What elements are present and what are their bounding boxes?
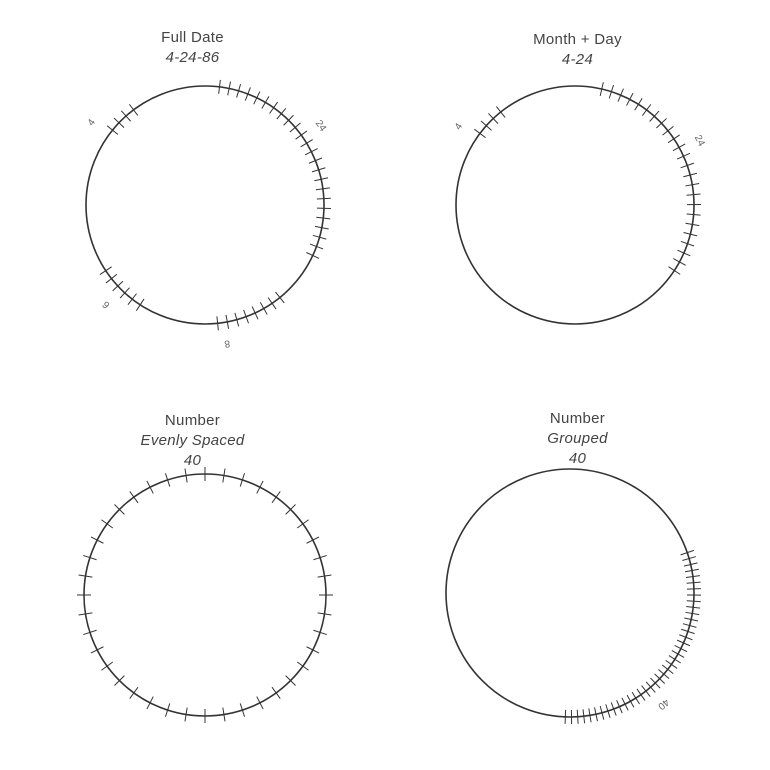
tick-mark [662,665,673,674]
tick-mark [101,662,112,670]
tick-mark [91,537,103,543]
month-day-circle-diagram [385,0,770,385]
tick-mark [673,259,685,266]
tick-mark [254,92,260,105]
panel-title: Number [164,412,221,429]
tick-mark [147,697,153,709]
tick-mark [296,131,307,139]
tick-mark [257,697,263,709]
tick-group-label: 6 [100,298,113,311]
tick-group-label: 4 [452,121,466,133]
panel-subtitle: Grouped [547,430,608,447]
tick-mark [136,299,144,311]
tick-mark [687,582,701,583]
tick-mark [260,302,267,314]
evenly-spaced-circle-diagram [0,385,385,770]
tick-mark [672,651,684,658]
tick-mark [272,687,280,698]
panel-grouped [385,385,770,770]
tick-mark [91,647,103,653]
tick-mark [687,194,701,195]
tick-mark [627,695,634,707]
tick-mark [496,107,505,118]
tick-mark [306,253,319,259]
tick-mark [565,710,566,724]
tick-mark [297,662,308,670]
tick-group-label: 24 [691,133,707,149]
tick-group-label: 8 [223,337,231,349]
tick-mark [307,537,319,543]
circle-outline [446,469,694,717]
panel-full-date [0,0,385,385]
tick-group-label: 40 [655,696,672,712]
tick-mark [270,102,278,113]
tick-group-label: 4 [85,117,98,129]
tick-mark [147,481,153,493]
tick-mark [100,267,112,275]
tick-mark [257,481,263,493]
tick-mark [297,520,308,528]
panel-title: Month + Day [533,31,622,48]
tick-mark [632,692,639,704]
tick-mark [622,698,628,711]
tick-mark [669,267,681,275]
tick-mark [130,491,138,502]
tick-mark [307,647,319,653]
tick-mark [673,144,685,151]
panel-subtitle: 4-24 [561,51,594,68]
tick-mark [675,645,688,651]
tick-mark [275,292,284,303]
tick-mark [637,689,645,700]
tick-mark [627,93,633,105]
tick-mark [577,710,578,724]
tick-mark [305,149,318,155]
tick-mark [106,274,117,283]
tick-mark [668,135,680,143]
tick-mark [666,660,677,668]
tick-mark [107,126,118,135]
panel-title: Full Date [161,29,224,46]
circle-outline [86,86,324,324]
panel-value: 40 [568,450,587,467]
panel-evenly-spaced [0,385,385,770]
tick-mark [268,298,276,310]
tick-mark [301,140,313,147]
tick-group-label: 24 [312,118,329,134]
tick-mark [635,98,642,110]
tick-mark [474,129,485,137]
tick-mark [129,104,137,115]
panel-subtitle: 4-24-86 [165,49,220,66]
tick-mark [687,214,701,215]
tick-mark [262,96,269,108]
tick-mark [130,687,138,698]
tick-mark [687,601,701,602]
panel-subtitle: Evenly Spaced [140,432,245,449]
tick-mark [677,153,690,159]
tick-mark [663,126,674,135]
tick-mark [252,307,258,320]
tick-mark [669,656,681,663]
panel-title: Number [549,410,606,427]
panel-value: 40 [183,452,202,469]
tick-mark [128,294,137,305]
tick-mark [642,104,650,115]
tick-mark [101,520,112,528]
circle-outline [456,86,694,324]
tick-mark [642,686,651,697]
full-date-circle-diagram [0,0,385,385]
tick-mark [317,198,331,199]
tick-mark [272,491,280,502]
panel-month-day [385,0,770,385]
grouped-circle-diagram [385,385,770,770]
